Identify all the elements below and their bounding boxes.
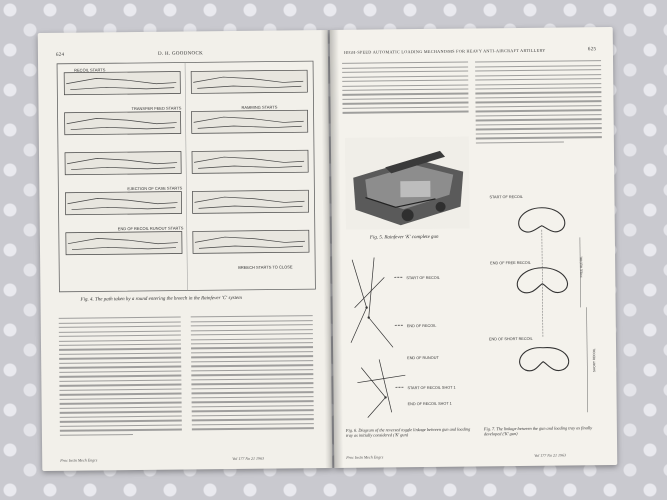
figure-label: END OF FREE RECOIL bbox=[490, 260, 531, 266]
right-footer-volume: Vol 177 No 21 1963 bbox=[534, 452, 566, 458]
open-book bbox=[38, 27, 618, 471]
figure-label: END OF RECOIL SHOT 1 bbox=[407, 401, 452, 407]
figure-4-caption: Fig. 4. The path taken by a round entering the breech in the Rainfever 'C' system bbox=[80, 295, 242, 303]
figure-6-toggle-linkage-diagram bbox=[344, 246, 476, 425]
figure-7-caption: Fig. 7. The linkage between the gun and loading tray as finally developed ('K' gun) bbox=[483, 425, 593, 437]
right-body-column-1 bbox=[342, 59, 469, 117]
right-body-column-2 bbox=[475, 57, 602, 147]
figure-label: END OF RUNOUT bbox=[407, 355, 439, 361]
left-footer-volume: Vol 177 No 21 1963 bbox=[232, 455, 264, 462]
figure-7-linkage-diagram bbox=[481, 167, 609, 423]
left-page bbox=[38, 30, 333, 471]
figure-6-caption: Fig. 6. Diagram of the reversed toggle linkage between gun and loading tray as initially considered ('K' gun) bbox=[345, 426, 471, 438]
figure-label: END OF SHORT RECOIL bbox=[488, 336, 533, 342]
right-running-head: HIGH-SPEED AUTOMATIC LOADING MECHANISMS FOR HEAVY ANTI-AIRCRAFT ARTILLERY bbox=[343, 47, 546, 55]
right-page-number: 625 bbox=[587, 47, 597, 53]
left-page-number: 624 bbox=[55, 52, 65, 58]
figure-label: EJECTION OF CASE STARTS bbox=[127, 185, 183, 192]
figure-5-gun-photo bbox=[345, 137, 470, 230]
right-page bbox=[330, 27, 618, 468]
left-running-head: D. H. GOODNOCK bbox=[157, 51, 204, 57]
left-footer-journal: Proc Instn Mech Engrs bbox=[60, 457, 98, 463]
left-body-column-2 bbox=[191, 312, 314, 433]
figure-label: FREE RECOIL bbox=[579, 256, 584, 278]
figure-label: END OF RECOIL bbox=[406, 323, 437, 329]
figure-label: START OF RECOIL bbox=[489, 194, 524, 200]
figure-label: BREECH STARTS TO CLOSE bbox=[238, 264, 293, 270]
figure-label: RAMMING STARTS bbox=[241, 104, 278, 110]
figure-label: END OF RECOIL RUNOUT STARTS bbox=[117, 225, 184, 232]
right-footer-journal: Proc Instn Mech Engrs bbox=[346, 454, 384, 460]
figure-label: TRANSFER FEED STARTS bbox=[131, 105, 182, 112]
figure-label: RECOIL STARTS bbox=[74, 67, 106, 73]
figure-label: START OF RECOIL bbox=[406, 275, 440, 281]
figure-5-caption: Fig. 5. Rainfever 'K' complete gun bbox=[369, 234, 439, 241]
figure-label: SHORT RECOIL bbox=[592, 348, 597, 373]
left-body-column-1 bbox=[59, 314, 182, 439]
figure-label: START OF RECOIL SHOT 1 bbox=[407, 385, 456, 391]
